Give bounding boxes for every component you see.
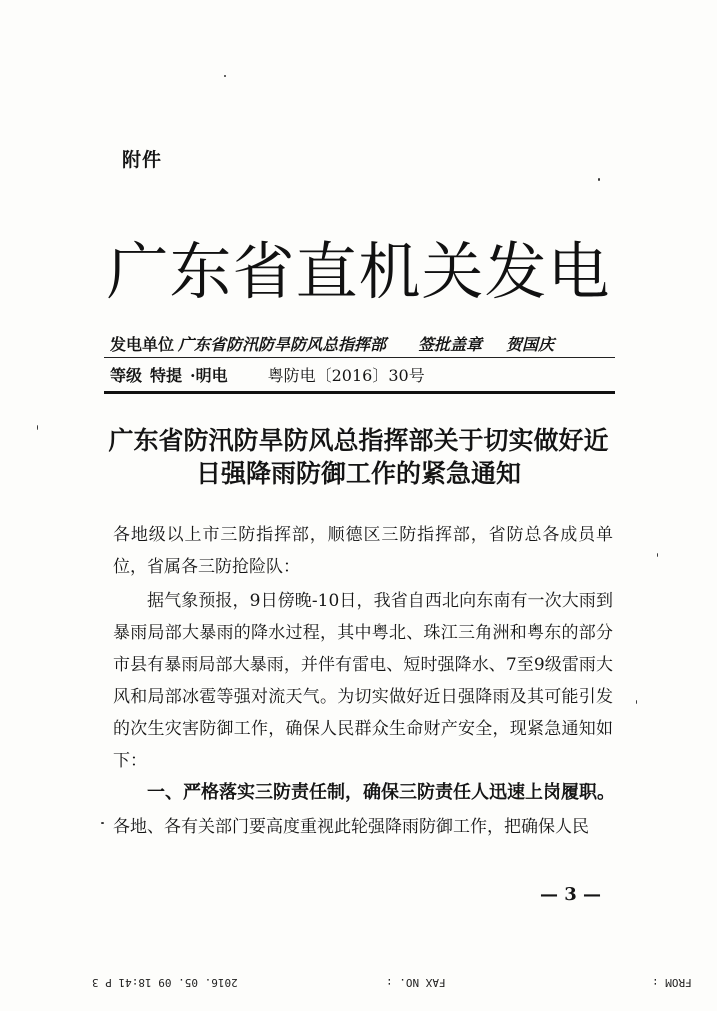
fax-from: FROM :: [652, 976, 692, 989]
attachment-label: 附件: [122, 149, 163, 171]
notice-title: 广东省防汛防旱防风总指挥部关于切实做好近日强降雨防御工作的紧急通知: [108, 426, 609, 488]
telegram-title: 广东省直机关发电: [106, 235, 611, 308]
sender-label: 发电单位: [110, 335, 175, 354]
paragraph-1: 据气象预报，9日傍晚-10日，我省自西北向东南有一次大雨到暴雨局部大暴雨的降水过程，其中粤北、珠江三角洲和粤东的部分市县有暴雨局部大暴雨，并伴有雷电、短时强降水、7至9级雷雨大风和局部冰雹等强对流天气。为切实做好近日强降雨及其可能引发的次生灾害防御工作，确保人民群众生命财产安全，现紧急通知如下：: [113, 591, 613, 771]
classification: ·明电: [190, 366, 228, 385]
scan-speck: [657, 553, 658, 557]
sender-org: 广东省防汛防旱防风总指挥部: [178, 335, 387, 354]
paragraph-2: 各地、各有关部门要高度重视此轮强降雨防御工作，把确保人民: [113, 817, 589, 837]
page-number: — 3 —: [540, 884, 602, 905]
scan-speck: [224, 75, 226, 77]
addressee: 各地级以上市三防指挥部，顺德区三防指挥部，省防总各成员单位，省属各三防抢险队：: [113, 525, 613, 577]
scan-speck: [598, 178, 600, 181]
header-rule-thin: [104, 357, 615, 358]
scan-speck: [37, 425, 38, 430]
scan-speck: [636, 700, 637, 704]
fax-timestamp: 2016. 05. 09 18:41 P 3: [92, 976, 238, 989]
signer-label: 签批盖章: [418, 335, 483, 354]
sender-row: [110, 332, 612, 355]
signer-name: 贺国庆: [506, 335, 555, 354]
grade-value: 特提: [150, 366, 183, 385]
document-number: 粤防电〔2016〕30号: [267, 366, 425, 385]
section-heading-1: 一、严格落实三防责任制，确保三防责任人迅速上岗履职。: [147, 782, 615, 803]
header-rule-thick: [104, 391, 615, 394]
grade-row: [110, 363, 612, 386]
grade-label: 等级: [110, 366, 143, 385]
fax-number: FAX NO. :: [386, 976, 446, 989]
scan-speck: [101, 822, 104, 824]
